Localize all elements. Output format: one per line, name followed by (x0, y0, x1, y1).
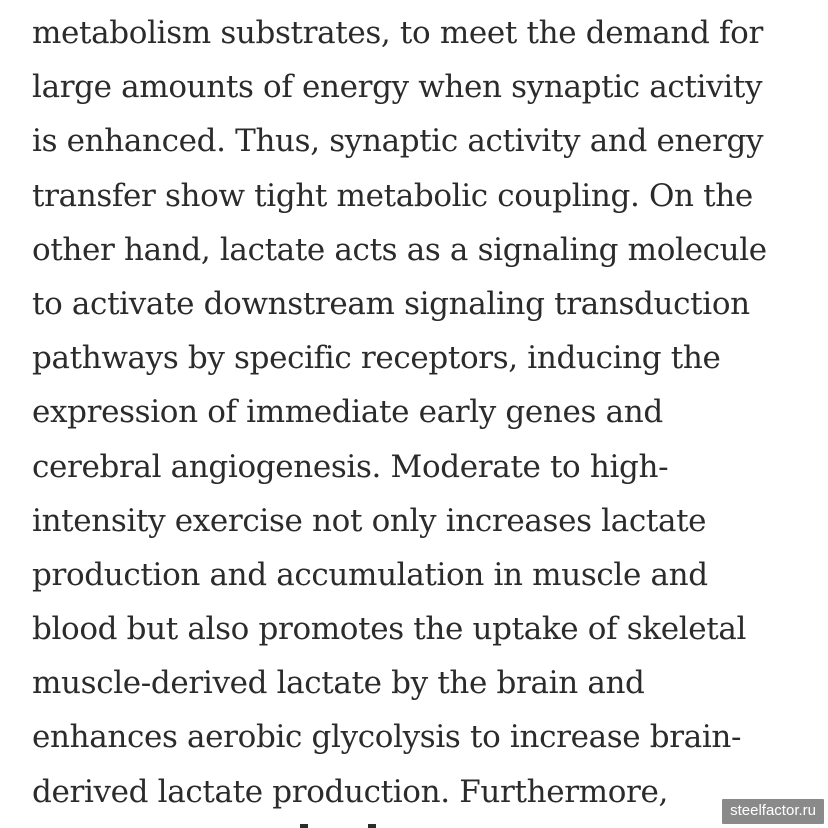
text-line-6: to activate downstream signaling transduction (32, 285, 750, 322)
body-text (32, 6, 822, 819)
text-line-5: other hand, lactate acts as a signaling molecule (32, 231, 767, 268)
text-line-1: metabolism substrates, to meet the demand for (32, 15, 763, 51)
text-line-8: expression of immediate early genes and (32, 394, 663, 431)
text-line-13: muscle-derived lactate by the brain and (32, 665, 645, 702)
text-line-15: derived lactate production. Furthermore, (32, 773, 669, 810)
text-line-11: production and accumulation in muscle and (32, 556, 708, 593)
text-line-10: intensity exercise not only increases lactate (32, 502, 707, 539)
text-line-7: pathways by specific receptors, inducing the (32, 340, 721, 377)
cropped-glyph (300, 824, 308, 828)
text-line-12: blood but also promotes the uptake of skeletal (32, 611, 747, 648)
text-line-9: cerebral angiogenesis. Moderate to high- (32, 448, 669, 485)
text-line-2: large amounts of energy when synaptic activity (32, 69, 763, 106)
cropped-glyph (368, 824, 376, 828)
cropped-next-line (32, 814, 532, 828)
text-line-14: enhances aerobic glycolysis to increase brain- (32, 719, 742, 756)
watermark-badge: steelfactor.ru (722, 799, 824, 824)
text-line-4: transfer show tight metabolic coupling. On the (32, 177, 753, 214)
text-line-3: is enhanced. Thus, synaptic activity and energy (32, 123, 764, 160)
